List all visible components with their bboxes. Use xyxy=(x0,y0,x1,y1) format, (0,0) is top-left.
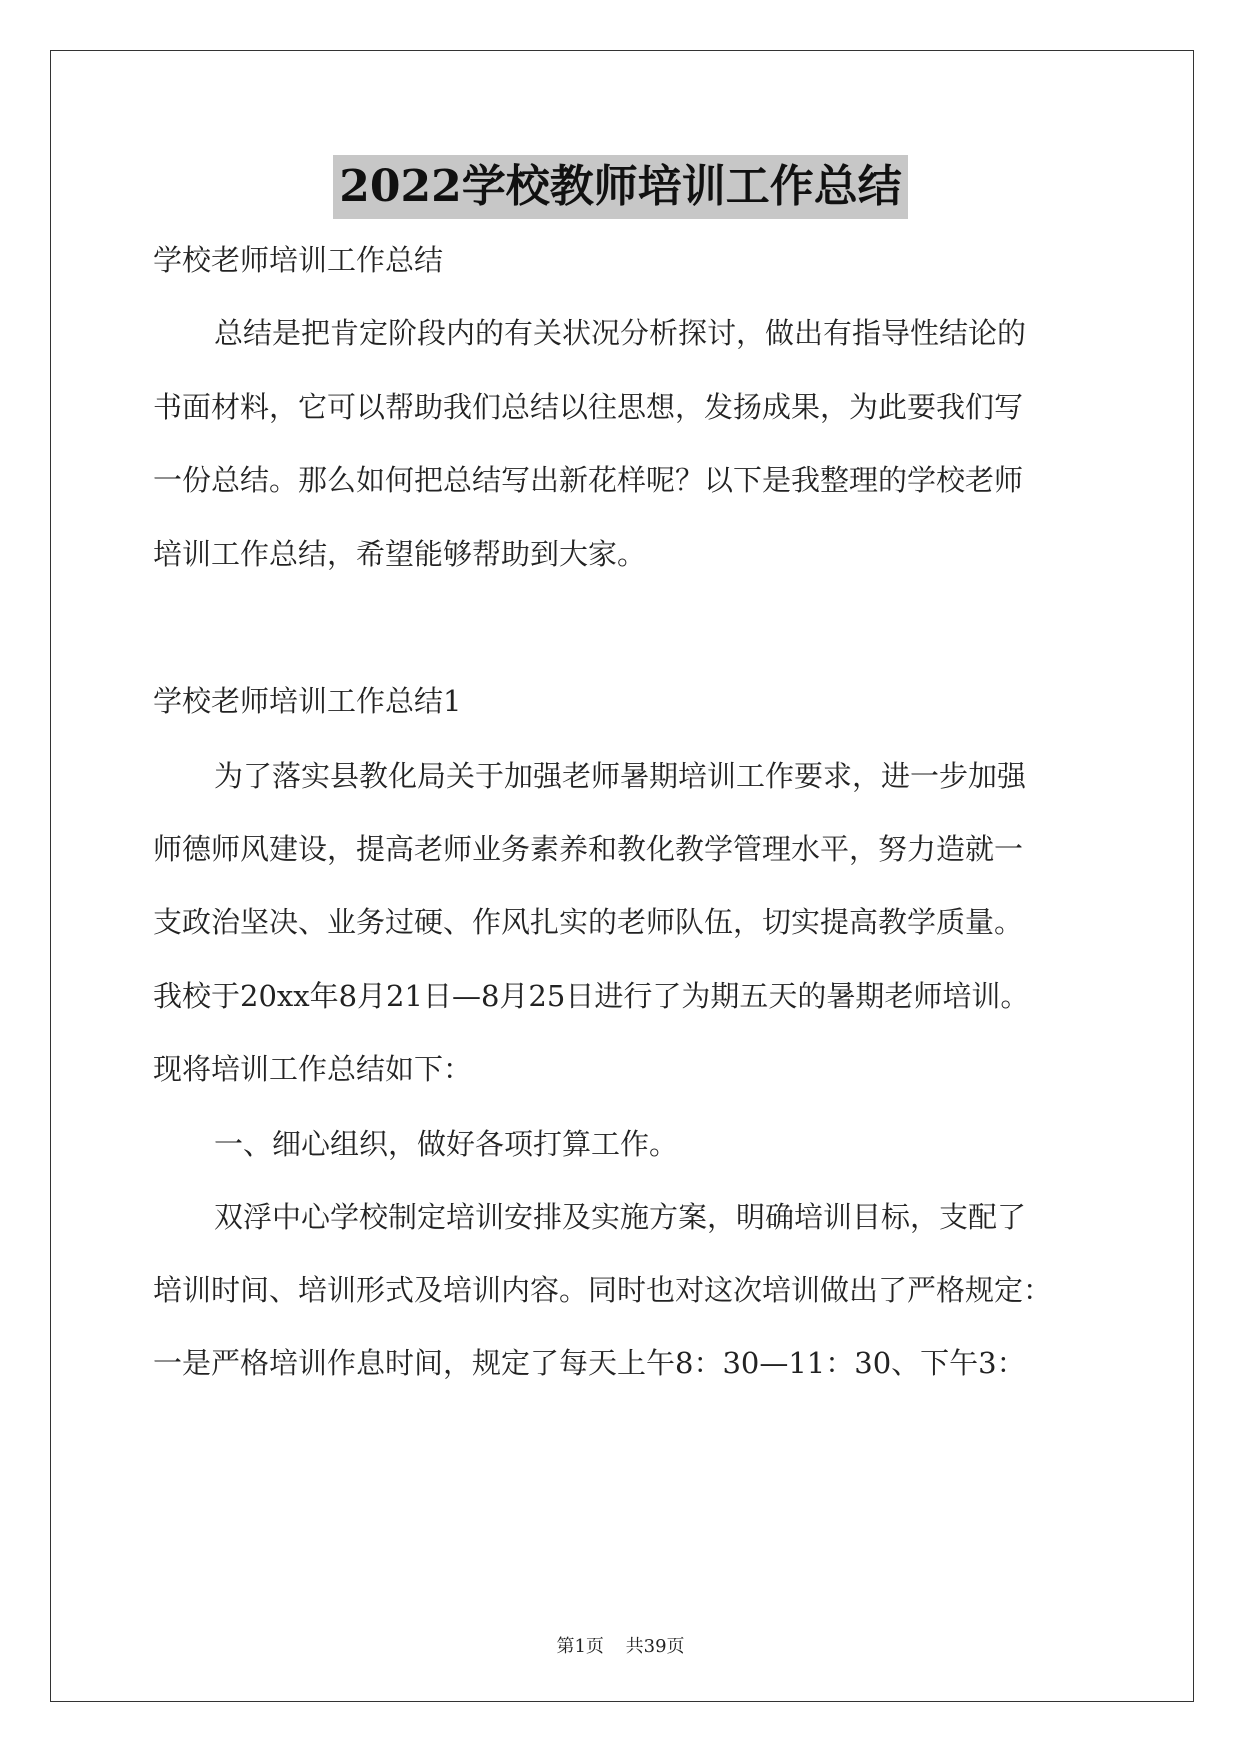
body-line-8: 培训时间、培训形式及培训内容。同时也对这次培训做出了严格规定： xyxy=(153,1273,1053,1307)
body-line-9: 一是严格培训作息时间，规定了每天上午8：30—11：30、下午3： xyxy=(153,1346,1026,1380)
page-total: 共39页 xyxy=(625,1636,685,1657)
body-line-2: 师德师风建设，提高老师业务素养和教化教学管理水平，努力造就一 xyxy=(153,832,1024,866)
page-border xyxy=(50,50,1194,1702)
title-container xyxy=(0,155,1241,219)
intro-line-1: 总结是把肯定阶段内的有关状况分析探讨，做出有指导性结论的 xyxy=(214,316,1027,350)
body-line-4: 我校于20xx年8月21日—8月25日进行了为期五天的暑期老师培训。 xyxy=(153,979,1030,1013)
body-line-3: 支政治坚决、业务过硬、作风扎实的老师队伍，切实提高教学质量。 xyxy=(153,905,1024,939)
body-line-5: 现将培训工作总结如下： xyxy=(153,1052,473,1086)
body-line-6: 一、细心组织，做好各项打算工作。 xyxy=(214,1127,679,1161)
intro-line-4: 培训工作总结，希望能够帮助到大家。 xyxy=(153,537,647,571)
document-title: 2022学校教师培训工作总结 xyxy=(333,155,907,219)
body-line-7: 双浮中心学校制定培训安排及实施方案，明确培训目标，支配了 xyxy=(214,1200,1027,1234)
body-line-1: 为了落实县教化局关于加强老师暑期培训工作要求，进一步加强 xyxy=(214,759,1027,793)
document-subtitle: 学校老师培训工作总结 xyxy=(153,243,444,277)
intro-line-3: 一份总结。那么如何把总结写出新花样呢？以下是我整理的学校老师 xyxy=(153,463,1024,497)
page-footer xyxy=(0,1632,1241,1658)
page-number: 第1页 xyxy=(556,1636,604,1657)
intro-line-2: 书面材料，它可以帮助我们总结以往思想，发扬成果，为此要我们写 xyxy=(153,390,1024,424)
section-heading: 学校老师培训工作总结1 xyxy=(153,684,462,718)
